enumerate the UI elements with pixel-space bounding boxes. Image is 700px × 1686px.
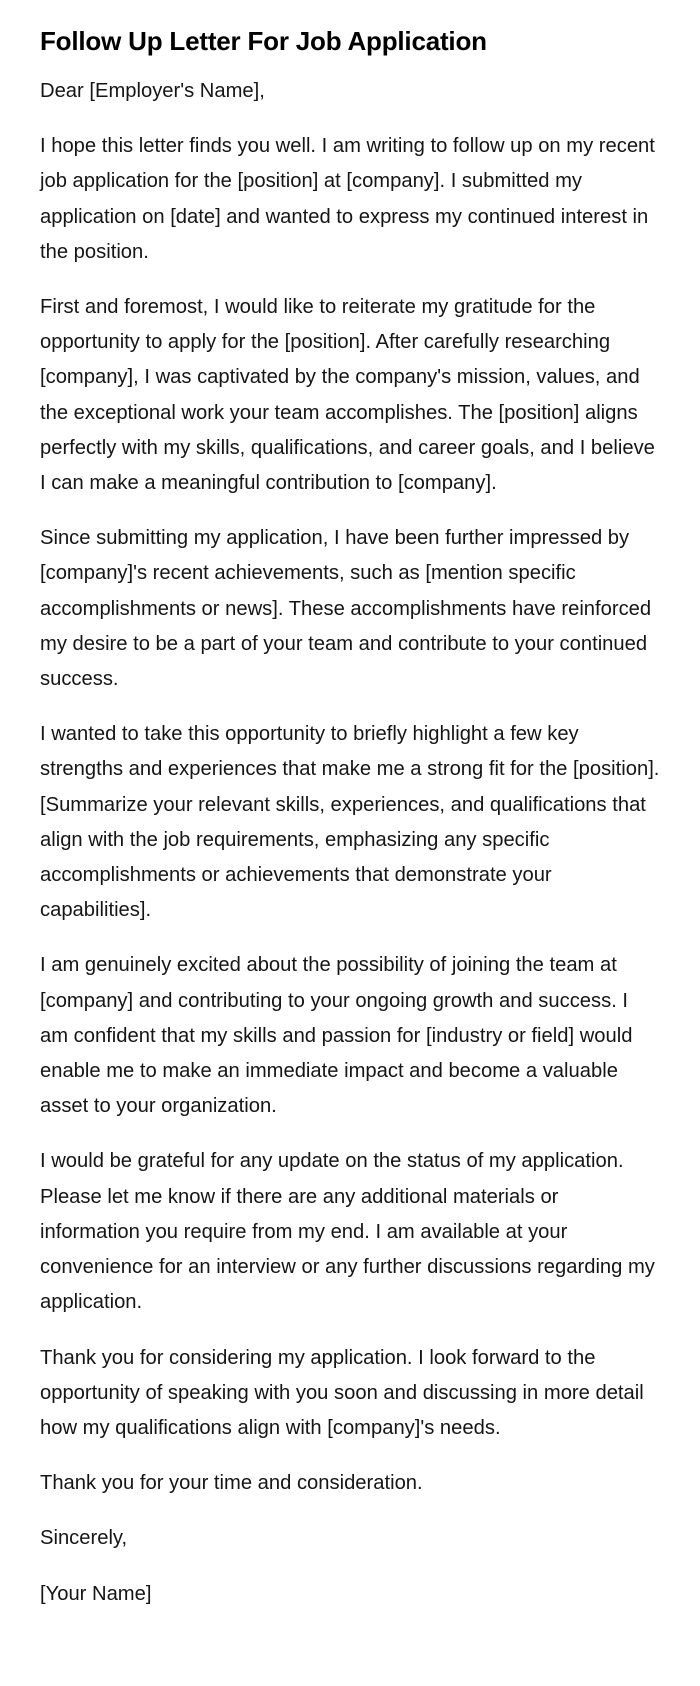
body-paragraph-3: Since submitting my application, I have been further impressed by [company]'s recent achievements, such as [mention specific accomplishments or news]. These accomplishments have reinforced my desire to be a part of your team and contribute to your continued success.	[40, 527, 652, 691]
body-paragraph-6: I would be grateful for any update on the status of my application. Please let me know if there are any additional materials or information you require from my end. I am available at your convenience for an interview or any further discussions regarding my application.	[40, 1150, 655, 1314]
closing: Sincerely,	[40, 1527, 128, 1550]
body-paragraph-7: Thank you for considering my application. I look forward to the opportunity of speaking with you soon and discussing in more detail how my qualifications align with [company]'s needs.	[40, 1346, 644, 1439]
salutation: Dear [Employer's Name],	[40, 80, 265, 102]
signature: [Your Name]	[40, 1582, 152, 1605]
body-paragraph-2: First and foremost, I would like to reiterate my gratitude for the opportunity to apply for the [position]. After carefully researching [company], I was captivated by the company's mission, values, and the exceptional work your team accomplishes. The [position] aligns perfectly with my skills, qualifications, and career goals, and I believe I can make a meaningful contribution to [company].	[40, 296, 655, 495]
body-paragraph-8: Thank you for your time and consideration.	[40, 1472, 423, 1495]
page-title: Follow Up Letter For Job Application	[40, 26, 487, 56]
body-paragraph-4: I wanted to take this opportunity to briefly highlight a few key strengths and experiences that make me a strong fit for the [position]. [Summarize your relevant skills, experiences, and qualifications that align with the job requirements, emphasizing any specific accomplishments or achievements that demonstrate your capabilities].	[40, 723, 660, 922]
body-paragraph-5: I am genuinely excited about the possibility of joining the team at [company] and contributing to your ongoing growth and success. I am confident that my skills and passion for [industry or field] would enable me to make an immediate impact and become a valuable asset to your organization.	[40, 954, 633, 1118]
body-paragraph-1: I hope this letter finds you well. I am writing to follow up on my recent job application for the [position] at [company]. I submitted my application on [date] and wanted to express my continued interest in the position.	[40, 135, 655, 263]
